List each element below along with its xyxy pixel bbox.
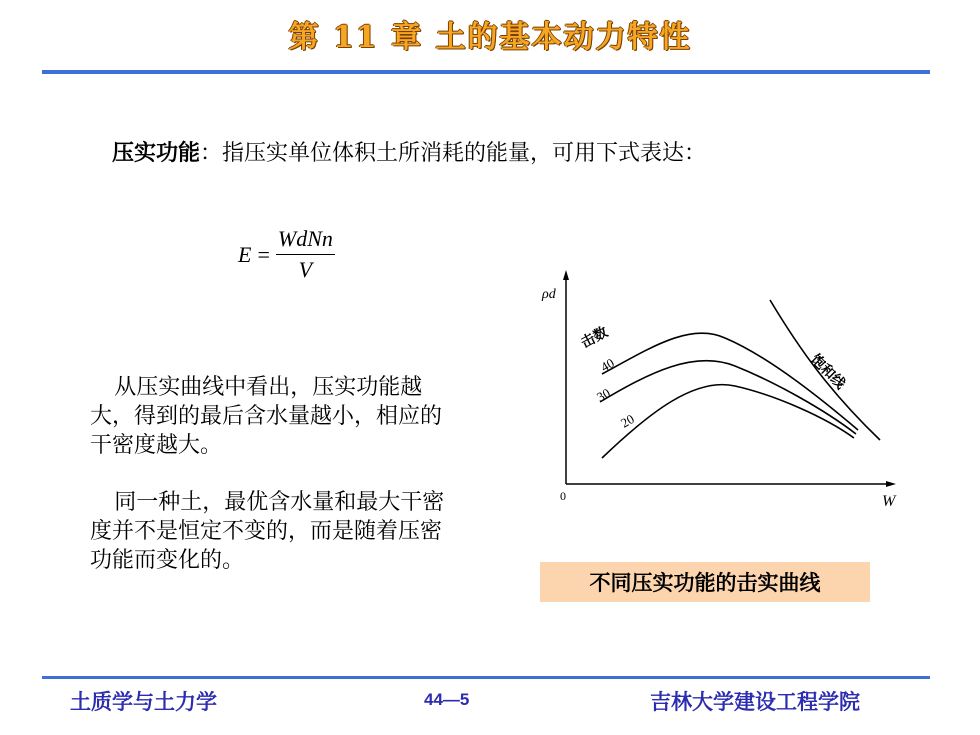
paragraph-1: 从压实曲线中看出，压实功能越大，得到的最后含水量越小，相应的干密度越大。 (90, 375, 443, 458)
curve-40 (602, 333, 858, 430)
formula-lhs: E (238, 241, 252, 267)
footer-institution: 吉林大学建设工程学院 (650, 691, 860, 714)
paragraph-2: 同一种土，最优含水量和最大干密度并不是恒定不变的，而是随着压密功能而变化的。 (90, 490, 445, 573)
origin-label: 0 (560, 489, 566, 503)
formula-numerator: WdNn (276, 226, 335, 255)
page-title: 第 11 章 土的基本动力特性 (288, 20, 692, 55)
energy-formula (238, 226, 335, 283)
footer-page-number: 44—5 (424, 690, 470, 709)
curve-label-30: 30 (594, 385, 613, 405)
x-axis-arrow (886, 481, 896, 487)
curve-label-40: 40 (598, 355, 617, 375)
footer-course: 土质学与土力学 (70, 691, 217, 714)
saturation-label: 饱和线 (807, 351, 849, 393)
formula-fraction (276, 226, 335, 283)
intro-term: 压实功能 (112, 140, 201, 166)
intro-text: 指压实单位体积土所消耗的能量，可用下式表达： (222, 141, 707, 166)
footer-divider (42, 676, 930, 679)
y-axis-arrow (563, 270, 569, 280)
formula-equals: = (257, 241, 270, 267)
figure-caption: 不同压实功能的击实曲线 (540, 562, 870, 602)
formula-denominator: V (298, 257, 313, 282)
curve-label-20: 20 (618, 411, 637, 431)
header-divider (42, 70, 930, 74)
x-axis-label: W (882, 493, 896, 510)
compaction-curve-figure (520, 262, 920, 522)
intro-line (112, 136, 706, 167)
y-axis-label: ρd (542, 287, 556, 302)
blows-label: 击数 (578, 324, 611, 352)
intro-separator: ： (200, 141, 223, 166)
